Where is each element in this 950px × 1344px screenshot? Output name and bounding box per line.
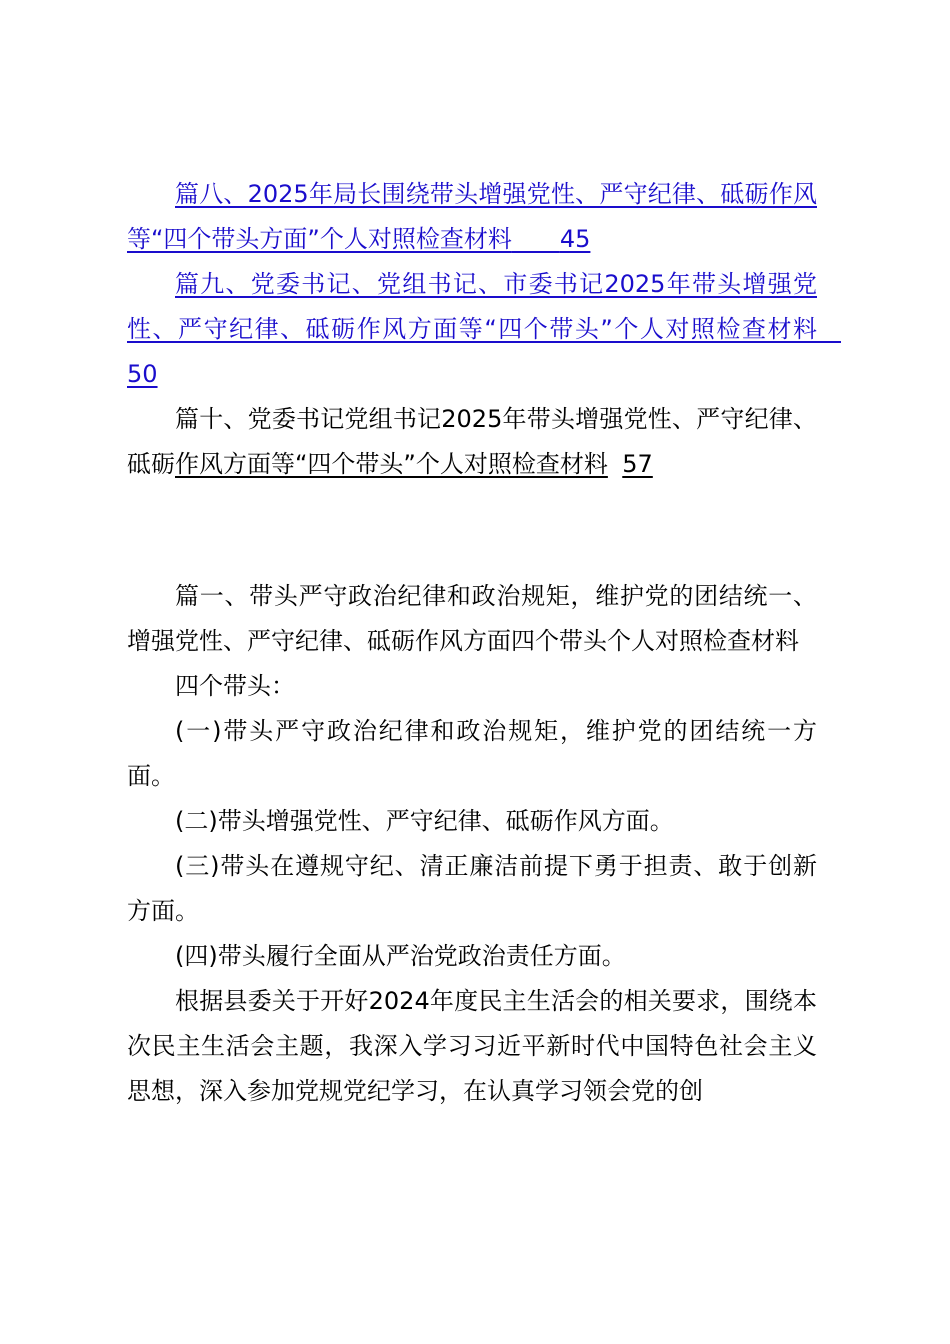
body-paragraph: 根据县委关于开好2024年度民主生活会的相关要求，围绕本次民主生活会主题，我深入学习习近平新时代中国特色社会主义思想，深入参加党规党纪学习，在认真学习领会党的创	[127, 987, 817, 1105]
toc-entry-9[interactable]	[127, 262, 817, 397]
toc-entry-9-title[interactable]: 篇九、党委书记、党组书记、市委书记2025年带头增强党性、严守纪律、砥砺作风方面等“四个带头”个人对照检查材料	[127, 270, 817, 343]
list-item-3: (三)带头在遵规守纪、清正廉洁前提下勇于担责、敢于创新方面。	[127, 852, 817, 925]
toc-entry-10-page[interactable]: 57	[622, 450, 653, 478]
toc-entry-8-gap	[512, 225, 560, 253]
toc-entry-10-title-start: 篇十、党委书记党组书记2025年带头增强党性、严守纪律、砥砺	[127, 405, 817, 478]
toc-entry-10[interactable]	[127, 397, 817, 487]
list-item-2: (二)带头增强党性、严守纪律、砥砺作风方面。	[175, 807, 674, 835]
intro-line: 四个带头：	[175, 672, 295, 700]
table-of-contents	[127, 172, 817, 487]
list-item-1: (一)带头严守政治纪律和政治规矩，维护党的团结统一方面。	[127, 717, 817, 790]
section-title: 篇一、带头严守政治纪律和政治规矩，维护党的团结统一、增强党性、严守纪律、砥砺作风方面四个带头个人对照检查材料	[127, 582, 817, 655]
toc-entry-10-title-underlined[interactable]: 作风方面等“四个带头”个人对照检查材料	[175, 450, 608, 478]
toc-link-8[interactable]	[127, 180, 817, 253]
toc-entry-8[interactable]	[127, 172, 817, 262]
toc-entry-10-title-end[interactable]	[175, 450, 653, 478]
list-item-4: (四)带头履行全面从严治党政治责任方面。	[175, 942, 626, 970]
toc-link-9[interactable]	[127, 270, 841, 388]
toc-entry-8-title[interactable]: 篇八、2025年局长围绕带头增强党性、严守纪律、砥砺作风等“四个带头方面”个人对照检查材料	[127, 180, 817, 253]
document-body	[127, 574, 817, 1114]
toc-entry-9-page[interactable]: 50	[127, 360, 158, 388]
toc-entry-9-gap	[817, 315, 841, 343]
toc-entry-8-page[interactable]: 45	[559, 225, 591, 253]
